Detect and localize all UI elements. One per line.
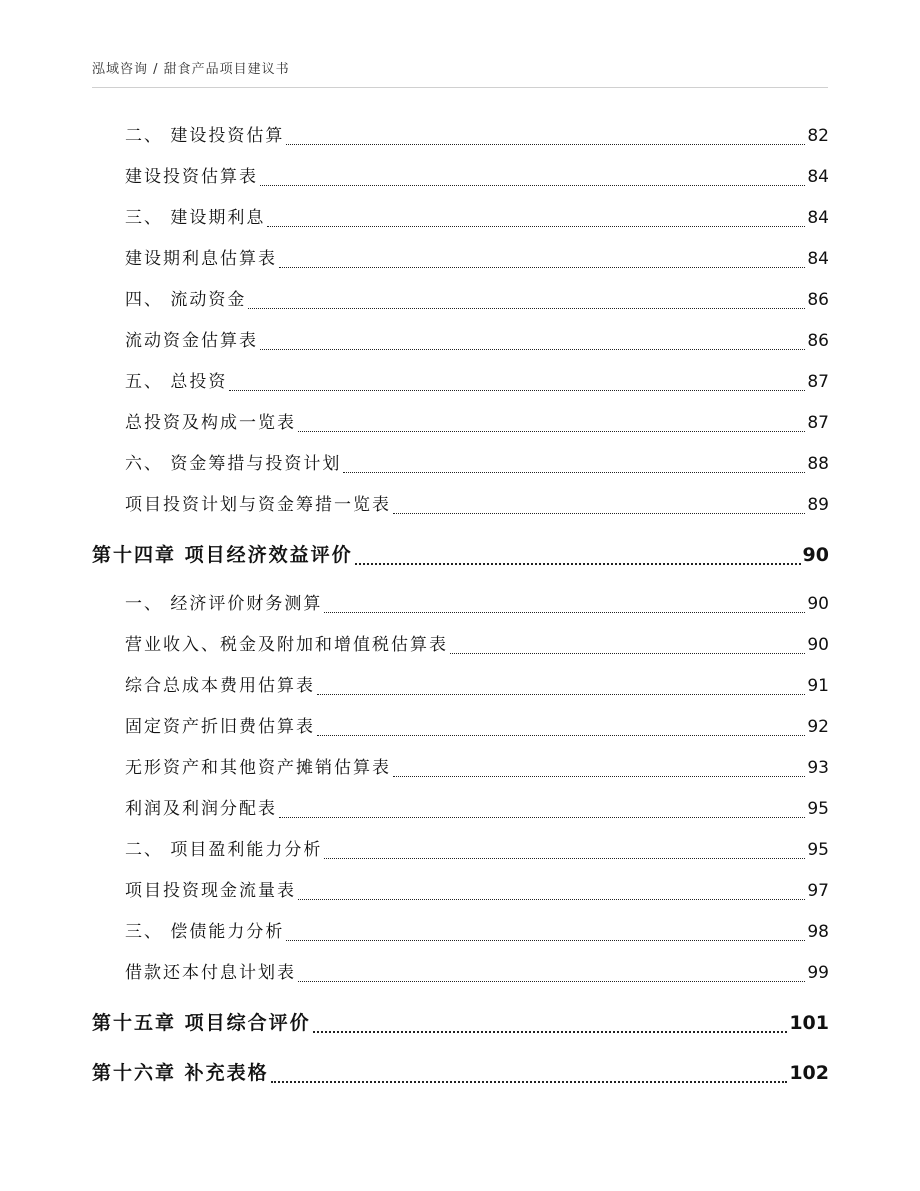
- toc-page-number: 84: [807, 249, 829, 269]
- toc-dot-leader: [317, 693, 805, 695]
- toc-entry-title: 营业收入、税金及附加和增值税估算表: [125, 635, 448, 655]
- toc-chapter-entry[interactable]: [92, 1048, 829, 1098]
- toc-entry[interactable]: [92, 789, 829, 830]
- toc-dot-leader: [393, 775, 805, 777]
- toc-dot-leader: [286, 143, 805, 145]
- page-header: 泓域咨询 / 甜食产品项目建议书: [92, 62, 290, 77]
- toc-page-number: 99: [807, 963, 829, 983]
- header-divider: [92, 87, 828, 88]
- toc-page-number: 86: [807, 290, 829, 310]
- toc-entry-title: 综合总成本费用估算表: [125, 676, 315, 696]
- toc-entry[interactable]: [92, 707, 829, 748]
- toc-entry-title: 一、 经济评价财务测算: [125, 594, 323, 614]
- toc-entry[interactable]: [92, 953, 829, 994]
- toc-entry-title: 无形资产和其他资产摊销估算表: [125, 758, 391, 778]
- toc-page-number: 84: [807, 208, 829, 228]
- toc-entry-title: 五、 总投资: [125, 372, 228, 392]
- toc-dot-leader: [279, 266, 805, 268]
- toc-entry[interactable]: [92, 485, 829, 526]
- toc-entry-title: 借款还本付息计划表: [125, 963, 296, 983]
- toc-entry-title: 项目投资现金流量表: [125, 881, 296, 901]
- toc-entry[interactable]: [92, 198, 829, 239]
- toc-page-number: 92: [807, 717, 829, 737]
- toc-entry[interactable]: [92, 912, 829, 953]
- toc-page-number: 91: [807, 676, 829, 696]
- toc-entry[interactable]: [92, 871, 829, 912]
- toc-entry-title: 六、 资金筹措与投资计划: [125, 454, 342, 474]
- toc-entry-title: 二、 建设投资估算: [125, 126, 285, 146]
- toc-entry[interactable]: [92, 280, 829, 321]
- toc-chapter-title: 第十五章 项目综合评价: [92, 1012, 311, 1034]
- table-of-contents: [92, 116, 829, 1098]
- toc-entry-title: 总投资及构成一览表: [125, 413, 296, 433]
- toc-page-number: 89: [807, 495, 829, 515]
- toc-dot-leader: [279, 816, 805, 818]
- toc-dot-leader: [393, 512, 805, 514]
- toc-page-number: 95: [807, 840, 829, 860]
- toc-page-number: 102: [789, 1062, 829, 1084]
- toc-page-number: 90: [807, 594, 829, 614]
- toc-entry-title: 建设投资估算表: [125, 167, 258, 187]
- toc-dot-leader: [267, 225, 805, 227]
- toc-page-number: 87: [807, 372, 829, 392]
- toc-entry[interactable]: [92, 748, 829, 789]
- toc-page-number: 101: [789, 1012, 829, 1034]
- toc-dot-leader: [313, 1030, 788, 1033]
- toc-dot-leader: [324, 857, 805, 859]
- toc-entry[interactable]: [92, 157, 829, 198]
- toc-entry-title: 建设期利息估算表: [125, 249, 277, 269]
- toc-dot-leader: [260, 184, 805, 186]
- toc-entry[interactable]: [92, 403, 829, 444]
- toc-page-number: 95: [807, 799, 829, 819]
- toc-dot-leader: [271, 1080, 788, 1083]
- toc-page-number: 86: [807, 331, 829, 351]
- toc-entry-title: 流动资金估算表: [125, 331, 258, 351]
- toc-entry-title: 固定资产折旧费估算表: [125, 717, 315, 737]
- toc-dot-leader: [343, 471, 805, 473]
- toc-page-number: 82: [807, 126, 829, 146]
- toc-entry[interactable]: [92, 666, 829, 707]
- toc-entry[interactable]: [92, 239, 829, 280]
- toc-chapter-title: 第十四章 项目经济效益评价: [92, 544, 353, 566]
- toc-dot-leader: [229, 389, 805, 391]
- toc-page-number: 87: [807, 413, 829, 433]
- toc-entry-title: 三、 偿债能力分析: [125, 922, 285, 942]
- toc-chapter-entry[interactable]: [92, 530, 829, 580]
- toc-entry[interactable]: [92, 321, 829, 362]
- toc-page-number: 88: [807, 454, 829, 474]
- toc-dot-leader: [286, 939, 805, 941]
- toc-dot-leader: [298, 898, 805, 900]
- toc-page-number: 90: [802, 544, 829, 566]
- toc-entry[interactable]: [92, 830, 829, 871]
- toc-entry[interactable]: [92, 625, 829, 666]
- toc-chapter-title: 第十六章 补充表格: [92, 1062, 269, 1084]
- toc-entry[interactable]: [92, 362, 829, 403]
- toc-entry-title: 四、 流动资金: [125, 290, 247, 310]
- toc-dot-leader: [317, 734, 805, 736]
- toc-dot-leader: [324, 611, 805, 613]
- toc-entry-title: 三、 建设期利息: [125, 208, 266, 228]
- toc-entry[interactable]: [92, 116, 829, 157]
- toc-dot-leader: [450, 652, 805, 654]
- toc-page-number: 90: [807, 635, 829, 655]
- toc-entry-title: 利润及利润分配表: [125, 799, 277, 819]
- toc-page-number: 97: [807, 881, 829, 901]
- toc-dot-leader: [298, 980, 805, 982]
- toc-page-number: 98: [807, 922, 829, 942]
- toc-chapter-entry[interactable]: [92, 998, 829, 1048]
- toc-page-number: 84: [807, 167, 829, 187]
- toc-dot-leader: [248, 307, 805, 309]
- toc-dot-leader: [298, 430, 805, 432]
- toc-page-number: 93: [807, 758, 829, 778]
- toc-dot-leader: [355, 562, 801, 565]
- toc-dot-leader: [260, 348, 805, 350]
- toc-entry-title: 二、 项目盈利能力分析: [125, 840, 323, 860]
- toc-entry[interactable]: [92, 584, 829, 625]
- toc-entry[interactable]: [92, 444, 829, 485]
- toc-entry-title: 项目投资计划与资金筹措一览表: [125, 495, 391, 515]
